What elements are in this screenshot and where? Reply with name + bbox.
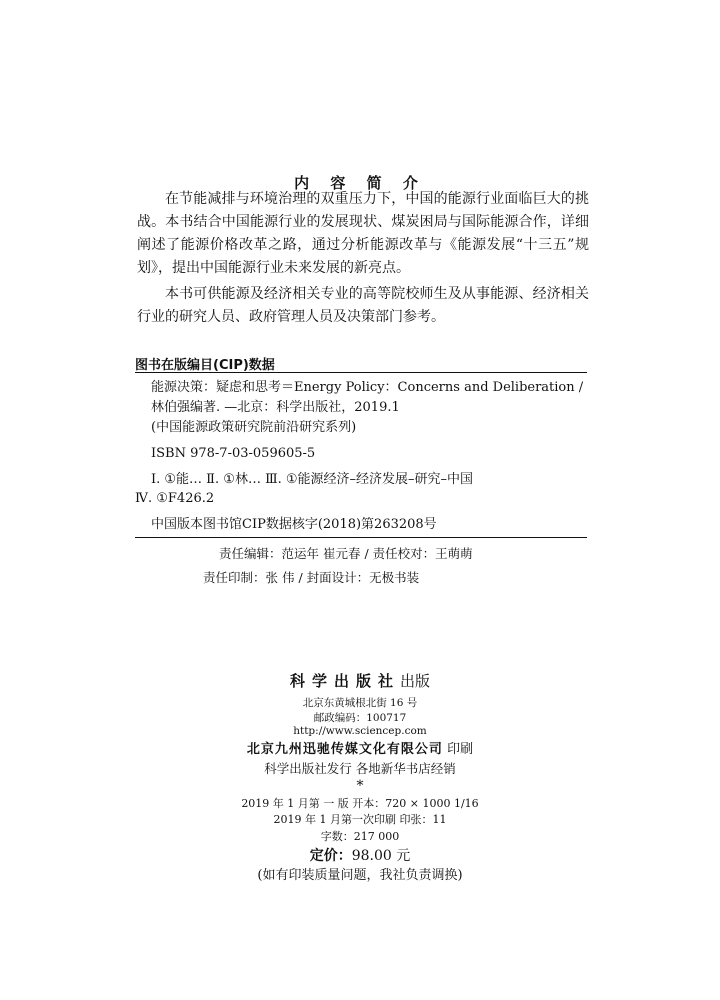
editor-credits: 责任编辑：范运年 崔元春 / 责任校对：王萌萌 <box>219 546 473 561</box>
cip-title-entry: 能源决策：疑虑和思考＝Energy Policy：Concerns and Deliberation / 林伯强编著. —北京：科学出版社，2019.1 <box>151 380 584 415</box>
summary-paragraph: 在节能减排与环境治理的双重压力下，中国的能源行业面临巨大的挑战。本书结合中国能源行业的发展现状、煤炭困局与国际能源合作，详细阐述了能源价格改革之路，通过分析能源改革与《能源发展“十三五”规划》，提出中国能源行业未来发展的新亮点。 <box>137 191 589 276</box>
printer-suffix: 印刷 <box>442 742 474 757</box>
publisher-suffix: 出版 <box>400 672 431 690</box>
cip-top-rule <box>135 372 587 373</box>
cip-classification-number: Ⅳ. ①F426.2 <box>135 491 215 506</box>
price-value: 98.00 元 <box>351 848 411 864</box>
publisher-url: http://www.sciencep.com <box>293 725 427 737</box>
price-label: 定价： <box>309 848 352 864</box>
printing-info: 2019 年 1 月第一次印刷 印张：11 <box>273 813 447 826</box>
word-count: 字数：217 000 <box>320 830 400 843</box>
cip-isbn: ISBN 978-7-03-059605-5 <box>151 446 316 461</box>
printer-name: 北京九州迅驰传媒文化有限公司 <box>246 742 443 757</box>
publisher-address: 北京东黄城根北街 16 号 <box>302 697 418 709</box>
price-line <box>0 845 720 865</box>
separator-star: * <box>356 778 364 794</box>
summary-title: 内 容 简 介 <box>294 174 426 192</box>
cip-bottom-rule <box>135 537 587 538</box>
cip-series: (中国能源政策研究院前沿研究系列) <box>151 420 357 435</box>
printer-line <box>0 738 720 757</box>
edition-info: 2019 年 1 月第 一 版 开本：720 × 1000 1/16 <box>241 797 479 810</box>
publisher-logo-text: 科学出版社 <box>289 672 400 690</box>
cip-classification: Ⅰ. ①能… Ⅱ. ①林… Ⅲ. ①能源经济–经济发展–研究–中国 <box>151 472 474 487</box>
publisher-line <box>0 670 720 691</box>
cip-heading: 图书在版编目(CIP)数据 <box>135 358 275 373</box>
quality-note: (如有印装质量问题，我社负责调换) <box>257 868 463 883</box>
production-credits: 责任印制：张 伟 / 封面设计：无极书装 <box>203 570 420 585</box>
cip-record-number: 中国版本图书馆CIP数据核字(2018)第263208号 <box>151 517 437 532</box>
publisher-zip: 邮政编码：100717 <box>313 712 407 724</box>
audience-paragraph: 本书可供能源及经济相关专业的高等院校师生及从事能源、经济相关行业的研究人员、政府管理人员及决策部门参考。 <box>137 286 589 325</box>
distribution-line: 科学出版社发行 各地新华书店经销 <box>264 761 456 776</box>
